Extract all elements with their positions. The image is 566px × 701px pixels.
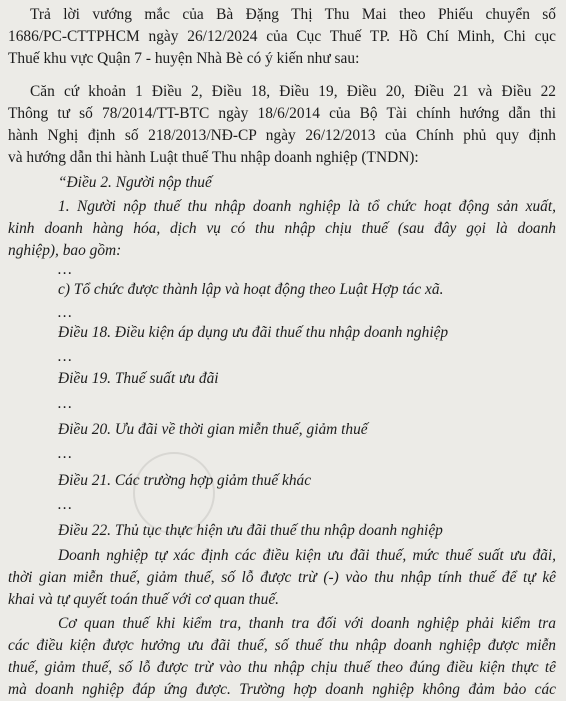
article-21: Điều 21. Các trường hợp giảm thuế khác [58,472,312,489]
article-2-clause-1-line-2: kinh doanh hàng hóa, dịch vụ có thu nhập chịu thuế (sau đây gọi là doanh [8,220,556,237]
article-20: Điều 20. Ưu đãi về thời gian miễn thuế, giảm thuế [58,421,368,438]
ellipsis-2: … [58,304,72,321]
basis-line-1: Căn cứ khoản 1 Điều 2, Điều 18, Điều 19, Điều 20, Điều 21 và Điều 22 [30,83,556,100]
ellipsis-1: … [58,261,72,278]
article-22-para-1-line-3: khai và tự quyết toán thuế với cơ quan thuế. [8,591,280,608]
basis-line-4: và hướng dẫn thi hành Luật thuế Thu nhập doanh nghiệp (TNDN): [8,149,419,166]
intro-line-1: Trả lời vướng mắc của Bà Đặng Thị Thu Mai theo Phiếu chuyển số [30,6,556,23]
basis-line-2: Thông tư số 78/2014/TT-BTC ngày 18/6/2014 của Bộ Tài chính hướng dẫn thi [8,105,556,122]
article-22-para-2-line-3: thuế, giảm thuế, số lỗ được trừ vào thu nhập chịu thuế theo đúng điều kiện thực tế [8,659,556,676]
ellipsis-6: … [58,496,72,513]
article-18: Điều 18. Điều kiện áp dụng ưu đãi thuế thu nhập doanh nghiệp [58,324,449,341]
intro-line-2: 1686/PC-CTTPHCM ngày 26/12/2024 của Cục Thuế TP. Hồ Chí Minh, Chi cục [8,28,556,45]
ellipsis-3: … [58,348,72,365]
article-2-title: “Điều 2. Người nộp thuế [58,174,212,191]
article-22-para-2-line-2: các điều kiện được hưởng ưu đãi thuế, số thuế thu nhập doanh nghiệp được miễn [8,637,556,654]
article-2-clause-1-line-1: 1. Người nộp thuế thu nhập doanh nghiệp là tổ chức hoạt động sản xuất, [58,198,556,215]
article-22-para-2-line-1: Cơ quan thuế khi kiểm tra, thanh tra đối với doanh nghiệp phải kiểm tra [58,615,556,632]
clause-c: c) Tổ chức được thành lập và hoạt động theo Luật Hợp tác xã. [58,281,444,298]
ellipsis-5: … [58,445,72,462]
article-22-para-1-line-2: thời gian miễn thuế, giảm thuế, số lỗ được trừ (-) vào thu nhập tính thuế để tự kê [8,569,556,586]
article-22-para-1-line-1: Doanh nghiệp tự xác định các điều kiện ưu đãi thuế, mức thuế suất ưu đãi, [58,547,556,564]
intro-line-3: Thuế khu vực Quận 7 - huyện Nhà Bè có ý kiến như sau: [8,50,360,67]
article-22-para-2-line-4: mà doanh nghiệp đáp ứng được. Trường hợp doanh nghiệp không đảm bảo các [8,681,556,698]
ellipsis-4: … [58,395,72,412]
article-22: Điều 22. Thủ tục thực hiện ưu đãi thuế thu nhập doanh nghiệp [58,522,443,539]
article-19: Điều 19. Thuế suất ưu đãi [58,370,219,387]
basis-line-3: hành Nghị định số 218/2013/NĐ-CP ngày 26/12/2013 của Chính phủ quy định [8,127,556,144]
article-2-clause-1-line-3: nghiệp), bao gồm: [8,242,122,259]
